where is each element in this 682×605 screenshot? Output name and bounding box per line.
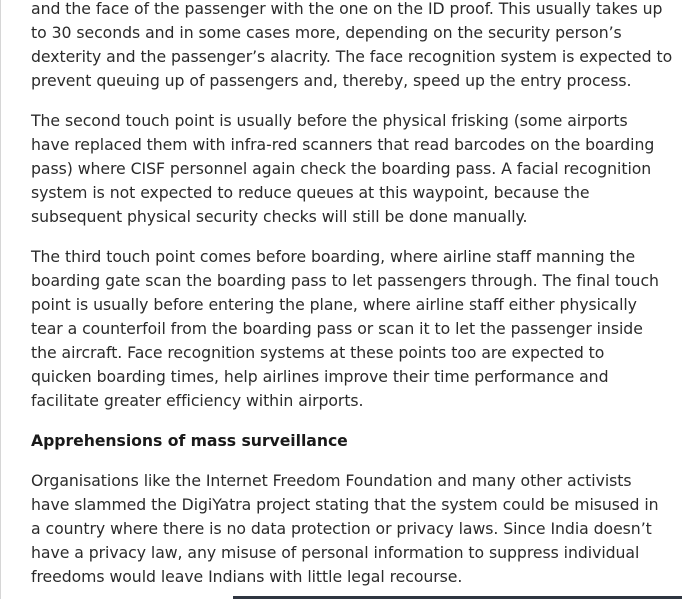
article-paragraph-entry-check: and the face of the passenger with the one on the ID proof. This usually takes up to 30 seconds and in some cases more, depending on the security person’s dexterity and the passenger’s alacrity. The face recognition system is expected to prevent queuing up of passengers and, thereby, speed up the entry process. xyxy=(31,0,673,90)
article-paragraph-surveillance: Organisations like the Internet Freedom Foundation and many other activists have slammed the DigiYatra project stating that the system could be misused in a country where there is no data protection or privacy laws. Since India doesn’t have a privacy law, any misuse of personal information to suppress individual freedoms would leave Indians with little legal recourse. xyxy=(31,471,659,586)
article-paragraph-second-touch-point: The second touch point is usually before the physical frisking (some airports have replaced them with infra-red scanners that read barcodes on the boarding pass) where CISF personnel again check the boarding pass. A facial recognition system is not expected to reduce queues at this waypoint, because the subsequent physical security checks will still be done manually. xyxy=(31,111,655,226)
article-paragraph-third-touch-point: The third touch point comes before boarding, where airline staff manning the boarding gate scan the boarding pass to let passengers through. The final touch point is usually before entering the plane, where airline staff either physically tear a counterfoil from the boarding pass or scan it to let the passenger inside the aircraft. Face recognition systems at these points too are expected to quicken boarding times, help airlines improve their time performance and facilitate greater efficiency within airports. xyxy=(31,247,659,410)
article-body xyxy=(31,0,676,605)
article-subheading: Apprehensions of mass surveillance xyxy=(31,431,348,450)
